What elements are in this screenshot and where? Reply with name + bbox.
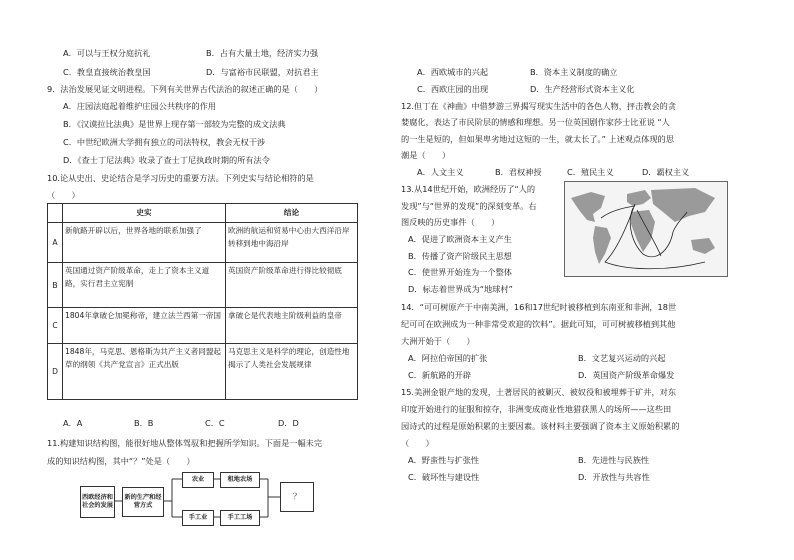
q12-option-d[interactable]: D．霸权主义 bbox=[642, 167, 690, 177]
q9-option-a[interactable]: A．庄园法庭起着维护庄园公共秩序的作用 bbox=[63, 101, 216, 111]
q14-option-a[interactable]: A．阿拉伯帝国的扩张 bbox=[408, 353, 488, 363]
q8-option-c[interactable]: C．教皇直接统治教皇国 bbox=[63, 67, 151, 77]
row-fact: 1804年拿破仑加冕称帝，建立法兰西第一帝国 bbox=[63, 308, 226, 344]
q12-line-1: 12.但丁在《神曲》中借梦游三界揭写现实生活中的各色人物，抨击教会的贪 bbox=[401, 101, 677, 111]
q14-option-c[interactable]: C．新航路的开辟 bbox=[408, 370, 472, 380]
q15-option-d[interactable]: D．开放性与共容性 bbox=[578, 472, 650, 482]
diagram-node-agriculture: 农业 bbox=[182, 472, 214, 488]
world-map-drawing bbox=[565, 182, 727, 276]
diagram-node-mid: 新的生产和经营方式 bbox=[122, 487, 164, 517]
diagram-node-farm: 租地农场 bbox=[220, 472, 260, 488]
q13-option-c[interactable]: C．使世界开始连为一个整体 bbox=[408, 267, 512, 277]
q12-option-b[interactable]: B．君权神授 bbox=[495, 167, 542, 177]
q11-option-c[interactable]: C．西欧庄园的出现 bbox=[417, 84, 489, 94]
row-label: A bbox=[48, 223, 63, 263]
q12-line-3: 的一生是短的，但如果卑劣地过这短的一生，就太长了。” 上述观点体现的思 bbox=[401, 134, 674, 144]
q14-option-d[interactable]: D．英国资产阶级革命爆发 bbox=[578, 370, 675, 380]
diagram-node-start: 西欧经济和社会的发展 bbox=[80, 486, 115, 518]
q13-option-d[interactable]: D．标志着世界成为“地球村” bbox=[408, 284, 513, 294]
q9-option-c[interactable]: C．中世纪欧洲大学拥有独立的司法特权，教会无权干涉 bbox=[63, 137, 266, 147]
q10-option-b[interactable]: B．B bbox=[134, 418, 154, 428]
q13-line-2: 发现”与“世界的发现”的深刻变革。右 bbox=[401, 201, 537, 211]
header-fact: 史实 bbox=[63, 204, 226, 223]
q15-line-4: （ ） bbox=[401, 438, 434, 448]
q9-option-b[interactable]: B．《汉谟拉比法典》是世界上现存第一部较为完整的成文法典 bbox=[63, 119, 286, 129]
q10-option-a[interactable]: A．A bbox=[63, 418, 83, 428]
q10-option-d[interactable]: D．D bbox=[278, 418, 299, 428]
row-fact: 英国通过资产阶级革命，走上了资本主义道路，实行君主立宪制 bbox=[63, 263, 226, 308]
q13-line-1: 13.从14世纪开始，欧洲经历了“人的 bbox=[401, 184, 536, 194]
q14-line-1: 14．“可可树原产于中南美洲，16和17世纪时被移植到东南亚和非洲，18世 bbox=[401, 302, 677, 312]
row-conclusion: 英国资产阶级革命进行得比较彻底 bbox=[226, 263, 358, 308]
q11-option-a[interactable]: A．西欧城市的兴起 bbox=[417, 67, 489, 77]
q12-option-c[interactable]: C．殖民主义 bbox=[567, 167, 614, 177]
q10-stem-line2: （ ） bbox=[47, 190, 80, 200]
q11-option-b[interactable]: B．资本主义制度的确立 bbox=[530, 67, 618, 77]
q13-option-b[interactable]: B．传播了资产阶级民主思想 bbox=[408, 251, 512, 261]
q13-line-3: 图反映的历史事件（ ） bbox=[401, 217, 500, 227]
q10-option-c[interactable]: C．C bbox=[205, 418, 225, 428]
q15-option-b[interactable]: B．先进性与民族性 bbox=[578, 455, 650, 465]
q9-option-d[interactable]: D．《查士丁尼法典》收录了查士丁尼执政时期的所有法令 bbox=[63, 155, 270, 165]
q11-option-d[interactable]: D．生产经营形式资本主义化 bbox=[530, 84, 635, 94]
row-conclusion: 拿破仑是代表地主阶级利益的皇帝 bbox=[226, 308, 358, 344]
q14-option-b[interactable]: B．文艺复兴运动的兴起 bbox=[578, 353, 666, 363]
q9-stem: 9．法治发展见证文明进程。下列有关世界古代法治的叙述正确的是（ ） bbox=[47, 84, 323, 94]
row-fact: 新航路开辟以后，世界各地的联系加强了 bbox=[63, 223, 226, 263]
q15-line-2: 印度开始进行的征服和掠夺，非洲变成商业性地猎获黑人的场所——这些田 bbox=[401, 404, 672, 414]
q12-line-4: 潮是（ ） bbox=[401, 150, 451, 160]
row-label: D bbox=[48, 344, 63, 400]
row-conclusion: 马克思主义是科学的理论，创造性地揭示了人类社会发展规律 bbox=[226, 344, 358, 400]
q8-option-a[interactable]: A．可以与王权分庭抗礼 bbox=[63, 48, 151, 58]
diagram-node-handicraft: 手工业 bbox=[182, 510, 214, 526]
q13-option-a[interactable]: A．促进了欧洲资本主义产生 bbox=[408, 234, 512, 244]
q14-line-3: 大洲开始于（ ） bbox=[401, 336, 475, 346]
q15-option-a[interactable]: A．野蛮性与扩张性 bbox=[408, 455, 480, 465]
q12-option-a[interactable]: A．人文主义 bbox=[417, 167, 464, 177]
row-fact: 1848年，马克思、恩格斯为共产主义者同盟起草的纲领《共产党宣言》正式出版 bbox=[63, 344, 226, 400]
q10-stem-line1: 10.论从史出、史论结合是学习历史的重要方法。下列史实与结论相符的是 bbox=[47, 173, 314, 183]
diagram-node-workshop: 手工工场 bbox=[220, 510, 260, 526]
header-conclusion: 结论 bbox=[226, 204, 358, 223]
q15-option-c[interactable]: C．破坏性与建设性 bbox=[408, 472, 480, 482]
row-label: C bbox=[48, 308, 63, 344]
q15-line-3: 园诗式的过程是原始积累的主要因素。该材料主要强调了资本主义原始积累的 bbox=[401, 421, 680, 431]
q11-stem-line1: 11.构建知识结构图，能很好地从整体驾驭和把握所学知识。下面是一幅未完 bbox=[47, 438, 323, 448]
q14-line-2: 纪可可在欧洲成为一种非常受欢迎的饮料”。据此可知，可可树被移植到其他 bbox=[401, 319, 676, 329]
q12-line-2: 婪腐化，表达了市民阶层的情感和理想。另一位英国剧作家莎士比亚说 “人 bbox=[401, 117, 670, 127]
row-conclusion: 欧洲的航运和贸易中心由大西洋沿岸转移到地中海沿岸 bbox=[226, 223, 358, 263]
q11-stem-line2: 成的知识结构图，其中“？”处是（ ） bbox=[47, 456, 195, 466]
q8-option-b[interactable]: B．占有大量土地，经济实力强 bbox=[206, 48, 319, 58]
voyage-map-image bbox=[564, 181, 728, 277]
diagram-node-unknown: ？ bbox=[280, 482, 314, 512]
q15-line-1: 15.美洲金银产地的发现，土著居民的被剿灭、被奴役和被埋葬于矿井，对东 bbox=[401, 387, 677, 397]
q8-option-d[interactable]: D．与富裕市民联盟，对抗君主 bbox=[206, 67, 319, 77]
row-label: B bbox=[48, 263, 63, 308]
